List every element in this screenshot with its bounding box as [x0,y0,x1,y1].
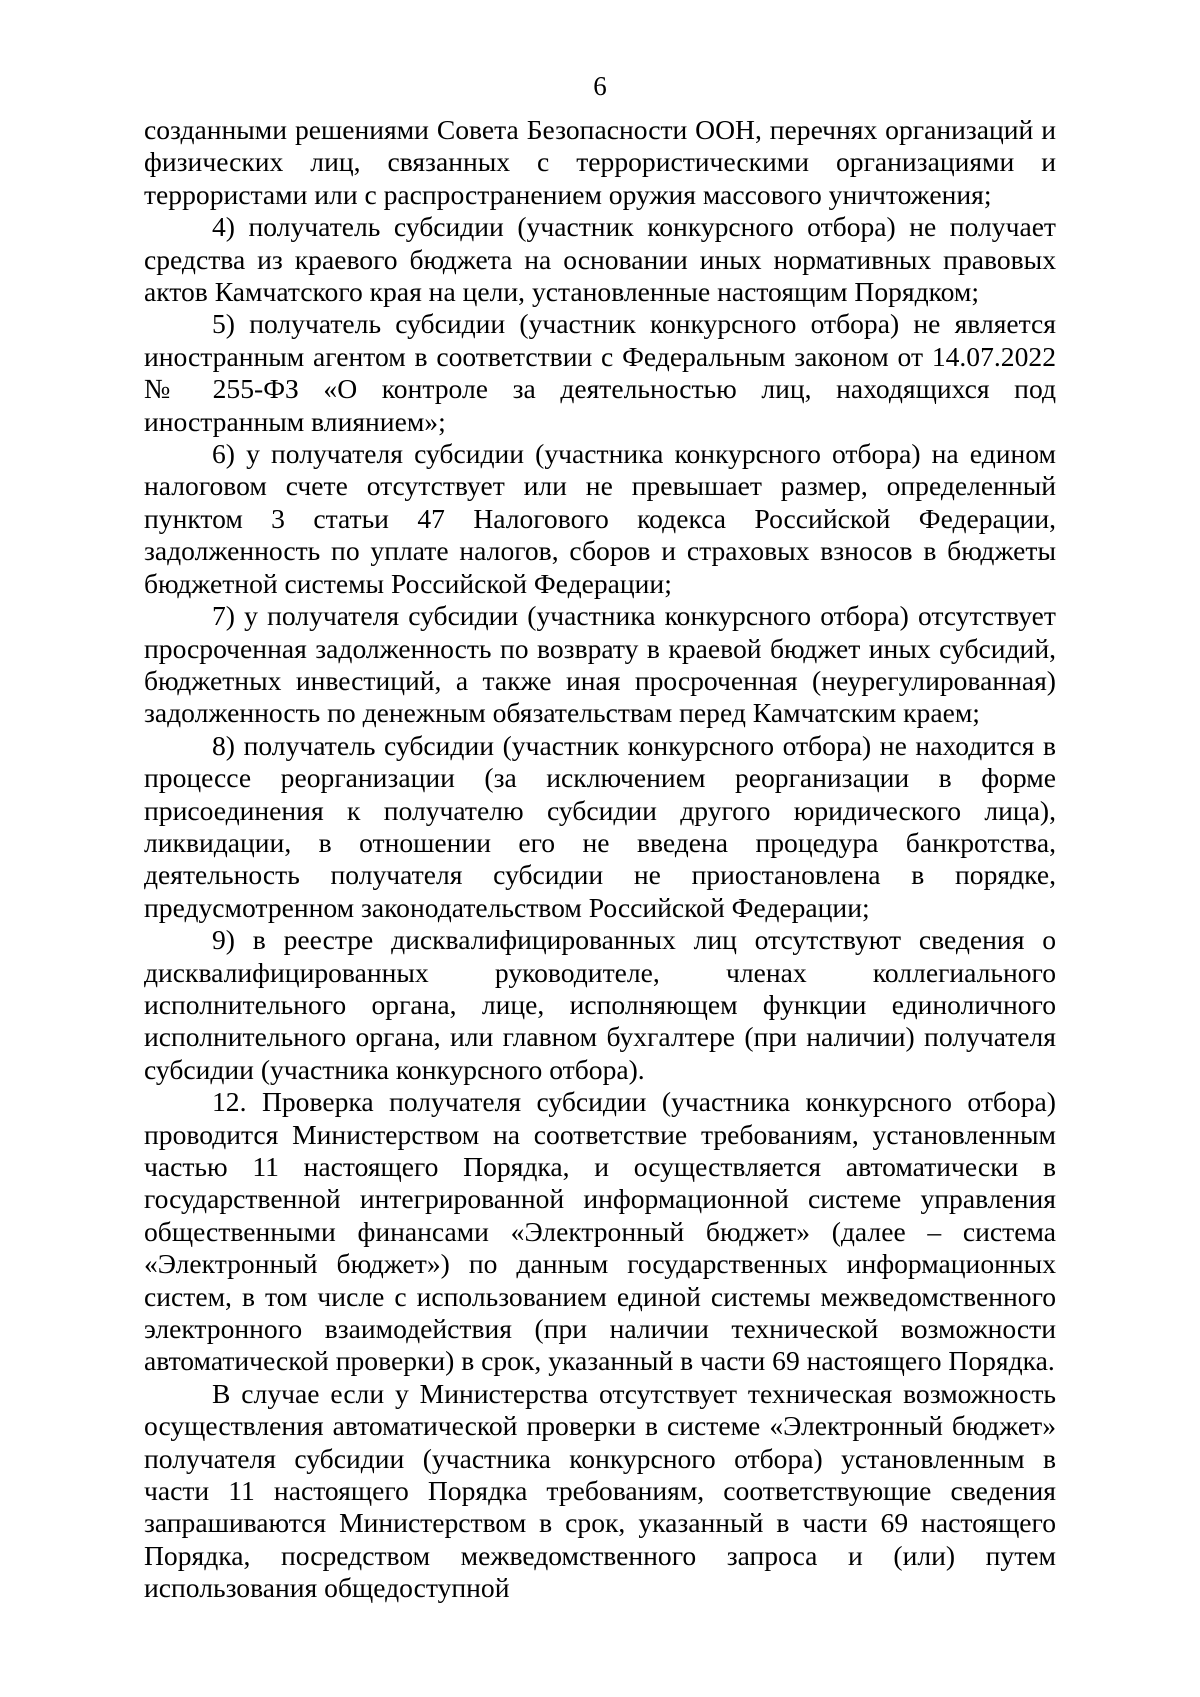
paragraph-section-12-note: В случае если у Министерства отсутствует техническая возможность осуществления автоматической проверки в системе «Электронный бюджет» получателя субсидии (участника конкурсного отбора) установленным в части 11 настоящего Порядка требованиям, соответствующие сведения запрашиваются Министерством в срок, указанный в части 69 настоящего Порядка, посредством межведомственного запроса и (или) путем использования общедоступной [144,1377,1056,1604]
paragraph-item-6: 6) у получателя субсидии (участника конкурсного отбора) на едином налоговом счете отсутствует или не превышает размер, определенный пунктом 3 статьи 47 Налогового кодекса Российской Федерации, задолженность по уплате налогов, сборов и страховых взносов в бюджеты бюджетной системы Российской Федерации; [144,438,1056,599]
paragraph-item-5: 5) получатель субсидии (участник конкурсного отбора) не является иностранным агентом в соответствии с Федеральным законом от 14.07.2022 № 255-ФЗ «О контроле за деятельностью лиц, находящихся под иностранным влиянием»; [144,308,1056,437]
document-body [144,114,1056,1605]
paragraph-section-12: 12. Проверка получателя субсидии (участника конкурсного отбора) проводится Министерством на соответствие требованиям, установленным частью 11 настоящего Порядка, и осуществляется автоматически в государственной интегрированной информационной системе управления общественными финансами «Электронный бюджет» (далее – система «Электронный бюджет») по данным государственных информационных систем, в том числе с использованием единой системы межведомственного электронного взаимодействия (при наличии технической возможности автоматической проверки) в срок, указанный в части 69 настоящего Порядка. [144,1086,1056,1377]
paragraph-item-9: 9) в реестре дисквалифицированных лиц отсутствуют сведения о дисквалифицированных руководителе, членах коллегиального исполнительного органа, лице, исполняющем функции единоличного исполнительного органа, или главном бухгалтере (при наличии) получателя субсидии (участника конкурсного отбора). [144,924,1056,1085]
paragraph-item-8: 8) получатель субсидии (участник конкурсного отбора) не находится в процессе реорганизации (за исключением реорганизации в форме присоединения к получателю субсидии другого юридического лица), ликвидации, в отношении его не введена процедура банкротства, деятельность получателя субсидии не приостановлена в порядке, предусмотренном законодательством Российской Федерации; [144,729,1056,923]
paragraph-item-4: 4) получатель субсидии (участник конкурсного отбора) не получает средства из краевого бюджета на основании иных нормативных правовых актов Камчатского края на цели, установленные настоящим Порядком; [144,211,1056,308]
paragraph-continuation: созданными решениями Совета Безопасности ООН, перечнях организаций и физических лиц, связанных с террористическими организациями и террористами или с распространением оружия массового уничтожения; [144,114,1056,210]
paragraph-item-7: 7) у получателя субсидии (участника конкурсного отбора) отсутствует просроченная задолженность по возврату в краевой бюджет иных субсидий, бюджетных инвестиций, а также иная просроченная (неурегулированная) задолженность по денежным обязательствам перед Камчатским краем; [144,600,1056,729]
page-number: 6 [593,71,607,101]
